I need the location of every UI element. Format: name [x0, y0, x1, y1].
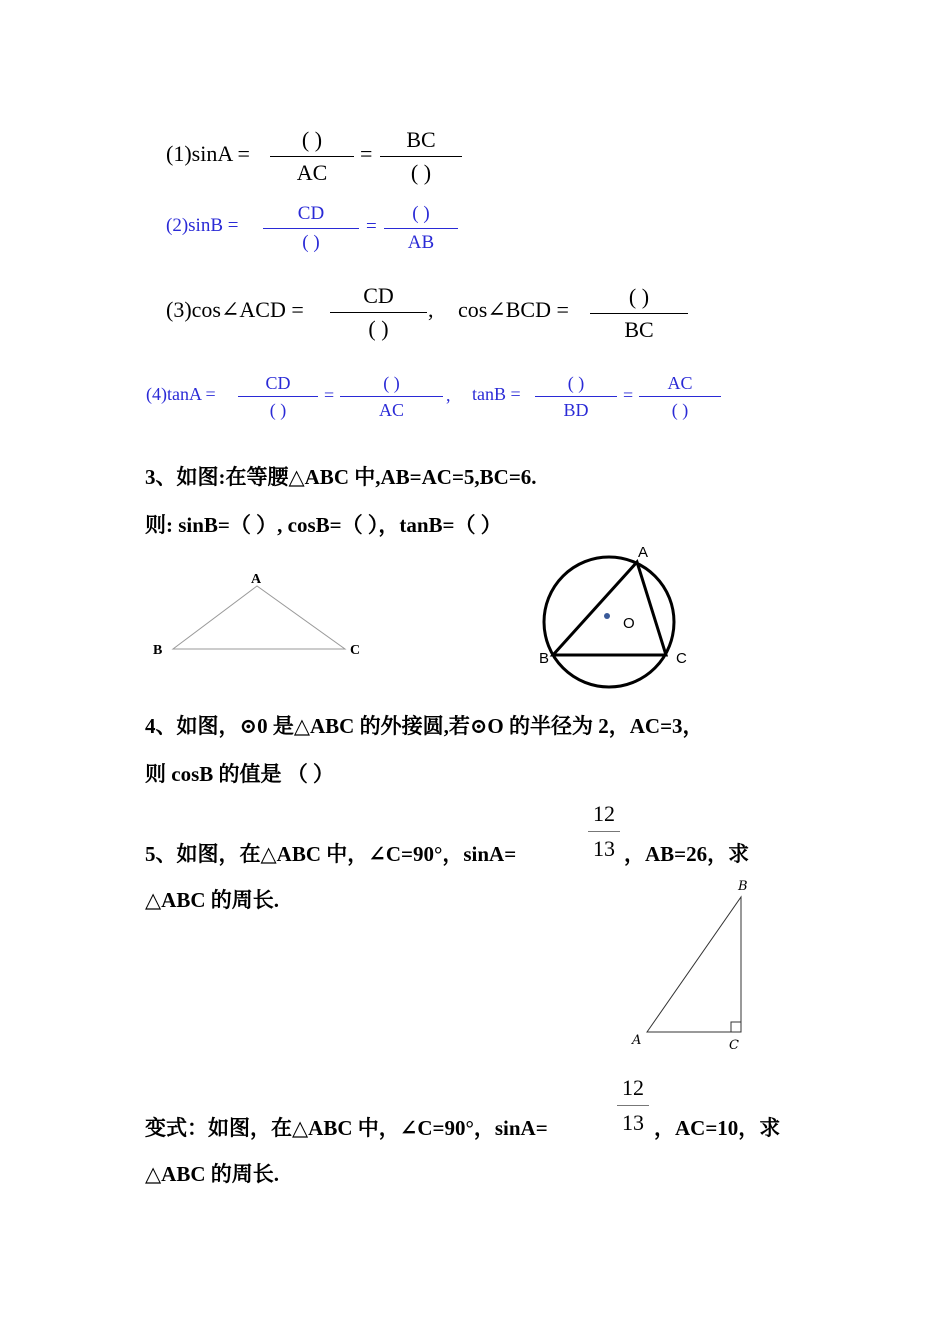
inscribed-triangle	[553, 562, 666, 655]
variant-sina-fraction	[617, 1071, 649, 1140]
label-b: B	[738, 879, 748, 894]
eq3-lhs: (3)cos∠ACD =	[166, 297, 304, 322]
eq1-f2-denominator: ( )	[410, 160, 432, 185]
q5-prefix: 5、如图，在△ABC 中，∠C=90°，sinA=	[145, 842, 517, 866]
eq1-lhs: (1)sinA =	[166, 141, 250, 166]
label-b: B	[153, 643, 163, 658]
eq4-lhs: (4)tanA =	[146, 384, 216, 404]
center-point	[604, 613, 610, 619]
eq3-mid: cos∠BCD =	[458, 297, 569, 322]
eq4-f4-denominator: ( )	[671, 400, 689, 420]
q5-frac-denominator: 13	[593, 836, 615, 861]
eq4-comma: ,	[446, 385, 451, 405]
right-triangle-figure	[625, 872, 765, 1057]
eq4-f3-denominator: BD	[563, 400, 589, 420]
eq4-f3-numerator: ( )	[567, 373, 585, 393]
eq3-f1-numerator: CD	[363, 283, 394, 308]
label-a: A	[632, 1033, 642, 1048]
eq4-equals-2: =	[623, 385, 634, 405]
label-c: C	[676, 650, 687, 667]
q5-line2: △ABC 的周长.	[145, 888, 279, 912]
eq2-f2-denominator: AB	[407, 232, 435, 253]
q5-sina-fraction	[588, 797, 620, 866]
eq2-lhs: (2)sinB =	[166, 215, 239, 236]
q4-line1: 4、如图，⊙0 是△ABC 的外接圆,若⊙O 的半径为 2，AC=3，	[145, 714, 704, 738]
eq4-f4-numerator: AC	[667, 373, 693, 393]
label-b: B	[539, 650, 550, 667]
variant-line2: △ABC 的周长.	[145, 1162, 279, 1186]
eq2-f1-denominator: ( )	[302, 232, 320, 253]
eq3-comma: ,	[428, 297, 434, 322]
eq3-f2-denominator: BC	[624, 317, 654, 342]
eq4-fraction-4	[639, 370, 721, 423]
eq4-f1-numerator: CD	[265, 373, 291, 393]
eq3-fraction-1	[330, 280, 427, 345]
label-a: A	[251, 572, 262, 587]
right-angle-mark	[731, 1022, 741, 1032]
eq4-f1-denominator: ( )	[269, 400, 287, 420]
eq1-equals: =	[360, 141, 373, 166]
eq4-f2-numerator: ( )	[383, 373, 400, 393]
variant-suffix: ，AC=10，求	[654, 1116, 781, 1140]
eq4-mid: tanB =	[472, 384, 521, 404]
q5-frac-numerator: 12	[593, 801, 615, 826]
circumcircle-figure	[530, 540, 700, 695]
eq1-f2-numerator: BC	[406, 127, 436, 152]
eq2-f2-numerator: ( )	[412, 203, 430, 224]
variant-prefix: 变式：如图，在△ABC 中，∠C=90°，sinA=	[145, 1116, 548, 1140]
eq2-f1-numerator: CD	[297, 203, 325, 224]
label-c: C	[729, 1038, 739, 1053]
isosceles-triangle-figure	[140, 562, 380, 672]
eq2-fraction-1	[263, 200, 359, 257]
right-triangle-abc	[647, 897, 741, 1032]
eq3-fraction-2	[590, 281, 688, 346]
q5-suffix: ，AB=26，求	[624, 842, 750, 866]
variant-frac-denominator: 13	[622, 1110, 644, 1135]
eq3-f2-numerator: ( )	[628, 284, 650, 309]
q3-line1: 3、如图:在等腰△ABC 中,AB=AC=5,BC=6.	[145, 465, 537, 489]
eq2-equals: =	[366, 216, 377, 237]
q3-line2: 则: sinB=（ ）, cosB=（ ），tanB=（ ）	[145, 513, 502, 537]
variant-frac-numerator: 12	[622, 1075, 644, 1100]
eq4-equals-1: =	[324, 385, 335, 405]
eq4-fraction-1	[238, 370, 318, 423]
eq4-fraction-2	[340, 370, 443, 423]
eq4-fraction-3	[535, 370, 617, 423]
eq1-fraction-1	[270, 124, 354, 189]
eq1-f1-denominator: AC	[296, 160, 328, 185]
eq1-f1-numerator: ( )	[301, 127, 323, 152]
label-o: O	[623, 615, 635, 632]
q4-line2: 则 cosB 的值是 （ ）	[145, 762, 334, 786]
triangle-abc	[173, 586, 345, 649]
eq2-fraction-2	[384, 200, 458, 257]
eq1-fraction-2	[380, 124, 462, 189]
label-c: C	[350, 643, 361, 658]
eq4-f2-denominator: AC	[378, 400, 404, 420]
eq3-f1-denominator: ( )	[368, 316, 389, 341]
label-a: A	[638, 544, 649, 561]
